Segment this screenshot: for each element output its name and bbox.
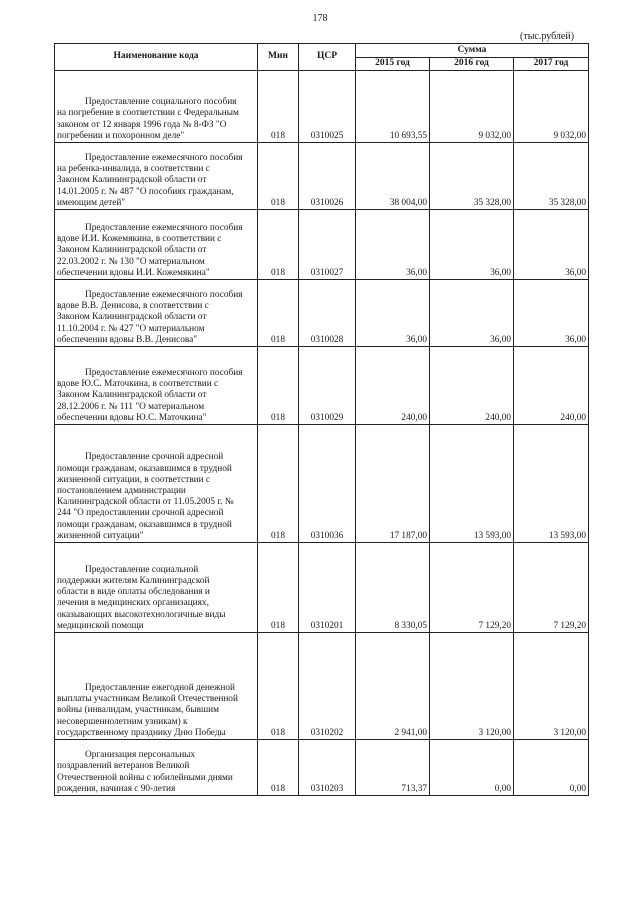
cell-y2015: 8 330,05 <box>356 543 430 633</box>
header-2016: 2016 год <box>430 58 514 71</box>
table-row <box>55 740 589 796</box>
cell-name <box>55 425 258 543</box>
cell-csr: 0310026 <box>299 143 356 210</box>
cell-name-line: на ребенка-инвалида, в соответствии с <box>57 164 210 175</box>
cell-name-line: лечения в медицинских организациях, <box>57 598 209 609</box>
cell-name-line: Законом Калининградской области от <box>57 175 207 186</box>
cell-name-line: Предоставление срочной адресной <box>85 452 224 463</box>
cell-name-line: Законом Калининградской области от <box>57 245 207 256</box>
table-row <box>55 347 589 425</box>
cell-y2015: 38 004,00 <box>356 143 430 210</box>
header-min: Мин <box>258 44 299 71</box>
table-row <box>55 71 589 143</box>
units-label: (тыс.рублей) <box>520 31 575 42</box>
cell-name <box>55 71 258 143</box>
cell-name-line: 11.10.2004 г. № 427 "О материальном <box>57 323 205 334</box>
cell-name-line: имеющим детей" <box>57 197 126 208</box>
cell-min: 018 <box>258 425 299 543</box>
cell-name-line: постановлением администрации <box>57 485 186 496</box>
table-row <box>55 425 589 543</box>
cell-name-line: области в виде оплаты обследования и <box>57 587 210 598</box>
cell-name-line: Предоставление ежемесячного пособия <box>85 289 243 300</box>
cell-name-line: рождения, начиная с 90-летия <box>57 783 176 794</box>
page-number: 178 <box>312 13 328 24</box>
cell-y2017: 9 032,00 <box>514 71 589 143</box>
cell-csr: 0310036 <box>299 425 356 543</box>
cell-min: 018 <box>258 143 299 210</box>
cell-name-line: 22.03.2002 г. № 130 "О материальном <box>57 256 205 267</box>
cell-name-line: поздравлений ветеранов Великой <box>57 761 190 772</box>
cell-name-line: жизненной ситуации" <box>57 530 144 541</box>
cell-name-line: Законом Калининградской области от <box>57 312 207 323</box>
cell-y2017: 0,00 <box>514 740 589 796</box>
cell-csr: 0310025 <box>299 71 356 143</box>
cell-name-line: Отечественной войны с юбилейными днями <box>57 772 233 783</box>
cell-name <box>55 347 258 425</box>
cell-csr: 0310029 <box>299 347 356 425</box>
cell-name-line: Калининградской области от 11.05.2005 г. № <box>57 497 234 508</box>
cell-y2016: 0,00 <box>430 740 514 796</box>
cell-y2015: 713,37 <box>356 740 430 796</box>
cell-name-line: погребении и похоронном деле" <box>57 130 185 141</box>
cell-min: 018 <box>258 543 299 633</box>
header-2017: 2017 год <box>514 58 589 71</box>
cell-y2017: 36,00 <box>514 280 589 347</box>
cell-name-line: Предоставление ежемесячного пособия <box>85 152 243 163</box>
cell-y2017: 36,00 <box>514 210 589 280</box>
cell-y2015: 36,00 <box>356 280 430 347</box>
cell-name-line: 14.01.2005 г. № 487 "О пособиях гражданам, <box>57 186 234 197</box>
cell-name <box>55 143 258 210</box>
cell-y2016: 3 120,00 <box>430 633 514 740</box>
budget-table <box>54 43 589 796</box>
cell-y2016: 240,00 <box>430 347 514 425</box>
cell-csr: 0310201 <box>299 543 356 633</box>
cell-name-line: Предоставление социального пособия <box>85 97 237 108</box>
header-csr: ЦСР <box>299 44 356 71</box>
cell-name <box>55 740 258 796</box>
cell-name-line: 28.12.2006 г. № 111 "О материальном <box>57 401 205 412</box>
cell-name-line: обеспечении вдовы И.И. Кожемякина" <box>57 267 210 278</box>
cell-name-line: Предоставление ежемесячного пособия <box>85 367 243 378</box>
cell-name-line: войны (инвалидам, участникам, бывшим <box>57 705 220 716</box>
cell-name-line: жизненной ситуации, в соответствии с <box>57 474 211 485</box>
cell-y2016: 36,00 <box>430 210 514 280</box>
cell-csr: 0310203 <box>299 740 356 796</box>
cell-y2015: 10 693,55 <box>356 71 430 143</box>
cell-name-line: поддержки жителям Калининградской <box>57 575 210 586</box>
cell-y2016: 13 593,00 <box>430 425 514 543</box>
header-sum: Сумма <box>356 44 589 58</box>
cell-y2015: 240,00 <box>356 347 430 425</box>
cell-name-line: Организация персональных <box>85 750 196 761</box>
cell-name <box>55 280 258 347</box>
cell-y2015: 17 187,00 <box>356 425 430 543</box>
header-2015: 2015 год <box>356 58 430 71</box>
cell-y2016: 7 129,20 <box>430 543 514 633</box>
cell-min: 018 <box>258 71 299 143</box>
cell-name-line: несовершеннолетним узникам) к <box>57 716 188 727</box>
table-row <box>55 210 589 280</box>
cell-name-line: Предоставление ежегодной денежной <box>85 682 235 693</box>
cell-name-line: Предоставление ежемесячного пособия <box>85 222 243 233</box>
cell-min: 018 <box>258 740 299 796</box>
cell-csr: 0310202 <box>299 633 356 740</box>
cell-y2017: 3 120,00 <box>514 633 589 740</box>
cell-min: 018 <box>258 633 299 740</box>
table-row <box>55 280 589 347</box>
cell-y2015: 36,00 <box>356 210 430 280</box>
cell-y2017: 240,00 <box>514 347 589 425</box>
cell-name-line: Предоставление социальной <box>85 564 199 575</box>
cell-y2015: 2 941,00 <box>356 633 430 740</box>
cell-y2017: 13 593,00 <box>514 425 589 543</box>
cell-name-line: помощи гражданам, оказавшимся в трудной <box>57 519 232 530</box>
cell-name-line: вдове В.В. Денисова, в соответствии с <box>57 301 209 312</box>
cell-y2016: 36,00 <box>430 280 514 347</box>
header-name: Наименование кода <box>55 44 258 71</box>
cell-y2017: 35 328,00 <box>514 143 589 210</box>
cell-csr: 0310028 <box>299 280 356 347</box>
cell-name-line: обеспечении вдовы Ю.С. Маточкина" <box>57 412 207 423</box>
table-row <box>55 543 589 633</box>
cell-name-line: на погребение в соответствии с Федеральным <box>57 108 239 119</box>
cell-name-line: оказывающих высокотехнологичные виды <box>57 609 226 620</box>
cell-y2017: 7 129,20 <box>514 543 589 633</box>
cell-name-line: государственному празднику Дню Победы <box>57 727 226 738</box>
cell-name-line: медицинской помощи <box>57 620 144 631</box>
cell-csr: 0310027 <box>299 210 356 280</box>
cell-name-line: вдове Ю.С. Маточкина, в соответствии с <box>57 379 219 390</box>
table-row <box>55 633 589 740</box>
cell-name-line: помощи гражданам, оказавшимся в трудной <box>57 463 232 474</box>
cell-y2016: 35 328,00 <box>430 143 514 210</box>
cell-name-line: вдове И.И. Кожемякина, в соответствии с <box>57 234 222 245</box>
cell-min: 018 <box>258 347 299 425</box>
cell-name-line: выплаты участникам Великой Отечественной <box>57 694 238 705</box>
table-body <box>55 71 589 796</box>
cell-name-line: законом от 12 января 1996 года № 8-ФЗ "О <box>57 119 227 130</box>
cell-min: 018 <box>258 210 299 280</box>
cell-min: 018 <box>258 280 299 347</box>
cell-name <box>55 210 258 280</box>
cell-y2016: 9 032,00 <box>430 71 514 143</box>
cell-name-line: 244 "О предоставлении срочной адресной <box>57 508 224 519</box>
cell-name <box>55 543 258 633</box>
cell-name <box>55 633 258 740</box>
cell-name-line: Законом Калининградской области от <box>57 390 207 401</box>
cell-name-line: обеспечении вдовы В.В. Денисова" <box>57 334 198 345</box>
table-row <box>55 143 589 210</box>
